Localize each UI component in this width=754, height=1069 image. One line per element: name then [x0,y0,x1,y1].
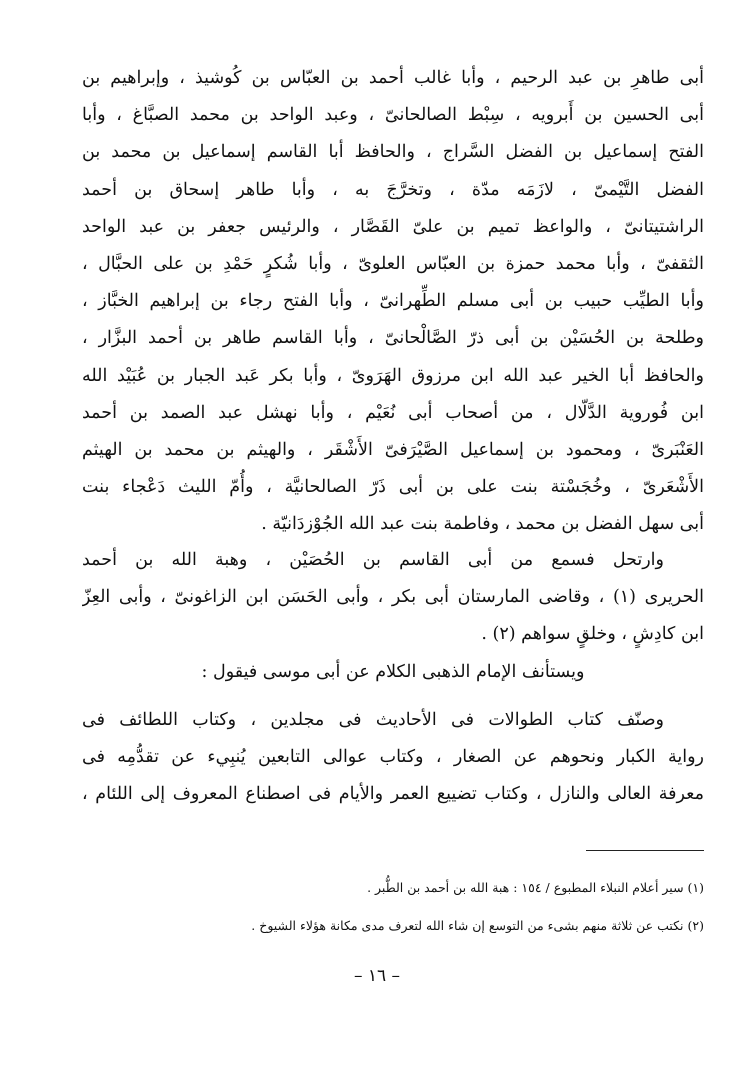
text-line: أبى الحسين بن أَبرويه ، سِبْط الصالحانىّ ، وعبد الواحد بن محمد الصبَّاغ ، وأبا [82,105,704,126]
text-line: وأبا الطيِّب حبيب بن أبى مسلم الطِّهرانىّ ، وأبا الفتح رجاء بن إبراهيم الخبَّاز ، [82,291,704,312]
footnote-separator [586,850,704,851]
text-line: معرفة العالى والنازل ، وكتاب تضييع العمر والأيام فى اصطناع المعروف إلى اللئام ، [82,784,704,805]
paragraph-teachers-list [82,60,704,543]
text-line: العَنْبَرىّ ، ومحمود بن إسماعيل الصَّيْرَفىّ الأَشْقَر ، والهيثم بن محمد بن الهيثم [82,439,704,460]
text-line: الفتح إسماعيل بن الفضل السَّراج ، والحافظ أبا القاسم إسماعيل بن محمد بن [82,142,704,163]
page-number: – ١٦ – [353,966,401,986]
text-line: رواية الكبار ونحوهم عن الصغار ، وكتاب عوالى التابعين يُنبِيء عن تقدُّمِه فى [82,747,704,768]
paragraph-transition: ويستأنف الإمام الذهبى الكلام عن أبى موسى فيقول : [201,662,585,682]
text-line: الحريرى (١) ، وقاضى المارستان أبى بكر ، وأبى الحَسَن ابن الزاغونىّ ، وأبى العِزّ [82,587,704,608]
text-line: أبى طاهرِ بن عبد الرحيم ، وأبا غالب أحمد بن العبّاس بن كُوشيذ ، وإبراهيم بن [82,68,704,88]
text-line: والحافظ أبا الخير عبد الله ابن مرزوق الهَرَوىّ ، وأبا بكر عَبد الجبار بن عُبَيْد الله [82,365,704,386]
text-line: وصنّف كتاب الطوالات فى الأحاديث فى مجلدين ، وكتاب اللطائف فى [82,710,665,730]
text-line: الثقفىّ ، وأبا محمد حمزة بن العبّاس العلوىّ ، وأبا شُكرٍ حَمْدِ بن على الحبَّال ، [82,253,704,274]
text-line: الراشتيتانىّ ، والواعظ تميم بن علىّ القَصَّار ، والرئيس جعفر بن عبد الواحد [82,216,704,237]
paragraph-travels [82,542,704,654]
text-line: أبى سهل الفضل بن محمد ، وفاطمة بنت عبد الله الجُوْزدَانيّة . [261,514,704,535]
footnote-2: (٢) نكتب عن ثلاثة منهم بشىء من التوسع إن شاء الله لتعرف مدى مكانة هؤلاء الشيوخ . [251,918,704,933]
paragraph-works [82,702,704,814]
text-line: ابن كادِشٍ ، وخلقٍ سواهم (٢) . [481,624,704,645]
text-line: وطلحة بن الحُسَيْن بن أبى ذرّ الصَّالْحانىّ ، وأبا القاسم طاهر بن أحمد البزَّار ، [82,328,704,349]
footnote-1: (١) سير أعلام النبلاء المطبوع / ١٥٤ : هبة الله بن أحمد بن الطُّبر . [367,880,704,895]
text-line: الأَشْعَرىّ ، وخُجَسْتة بنت على بن أبى ذَرّ الصالحانيَّة ، وأُمّ الليث دَعْجاء بنت [82,477,704,498]
text-line: ابن فُوروية الدَّلّال ، من أصحاب أبى نُعَيْم ، وأبا نهشل عبد الصمد بن أحمد [82,402,704,423]
text-line: الفضل التَّيْمىّ ، لازَمَه مدّة ، وتخرَّجَ به ، وأبا طاهر إسحاق بن أحمد [82,179,704,200]
text-line: وارتحل فسمع من أبى القاسم بن الحُصَيْن ، وهبة الله بن أحمد [82,550,664,570]
